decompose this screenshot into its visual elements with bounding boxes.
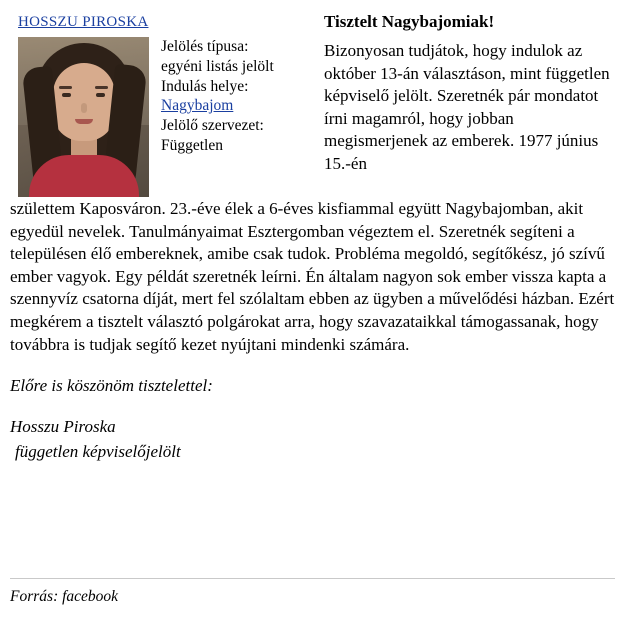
signature-block <box>10 374 615 464</box>
portrait-brow-left <box>59 86 72 89</box>
article-header-row <box>10 10 615 197</box>
signature-title: független képviselőjelölt <box>15 441 181 461</box>
letter-lead-paragraph: Bizonyosan tudjátok, hogy indulok az október 13-án választáson, mint független képviselő jelölt. Szeretnék pár mondatot írni magamról, hogy jobban megismerjenek az emberek. 1977 június 15.-én <box>324 41 610 174</box>
candidate-photo <box>18 37 149 197</box>
portrait-eye-left <box>62 93 71 97</box>
letter-body-paragraph: születtem Kaposváron. 23.-éve élek a 6-éves kisfiammal együtt Nagybajomban, akit egyedül nevelek. Tanulmányaimat Esztergomban végeztem el. Szeretnék segíteni a településen élő embereknek, amibe csak tudok. Probléma megoldó, segítőkész, jó szívű ember vagyok. Egy példát szeretnék leírni. Én általam nagyon sok ember vissza kapta a szennyvíz csatorna díját, mert fel szólaltam ebben az ügyben a művelődési házban. Ezért megkérem a tisztelt választó polgárokat arra, hogy szavazataikkal támogassanak, hogy továbbra is tudjak segítő kezet nyújtani mindenki számára. <box>10 199 615 354</box>
running-place-label: Indulás helye: <box>161 77 249 95</box>
portrait-eye-right <box>96 93 105 97</box>
nominating-org-value: Független <box>161 137 223 155</box>
photo-and-meta <box>10 37 310 197</box>
signature-thanks: Előre is köszönöm tisztelettel: <box>10 376 213 396</box>
portrait-nose <box>81 103 87 113</box>
nominating-org-label: Jelölő szervezet: <box>161 117 264 135</box>
nomination-type-label: Jelölés típusa: <box>161 38 249 55</box>
running-place-link[interactable]: Nagybajom <box>161 97 234 115</box>
candidate-name-link[interactable]: HOSSZU PIROSKA <box>18 14 149 30</box>
letter-column <box>310 10 615 176</box>
portrait-face <box>53 63 115 141</box>
candidate-column <box>10 10 310 197</box>
portrait-mouth <box>75 119 93 124</box>
source-note: Forrás: facebook <box>10 588 119 605</box>
nomination-type-value: egyéni listás jelölt <box>161 57 274 75</box>
page-title: Tisztelt Nagybajomiak! <box>324 12 495 31</box>
portrait-brow-right <box>95 86 108 89</box>
candidate-meta <box>161 37 274 156</box>
signature-name: Hosszu Piroska <box>10 416 116 436</box>
footer-divider <box>10 578 615 579</box>
